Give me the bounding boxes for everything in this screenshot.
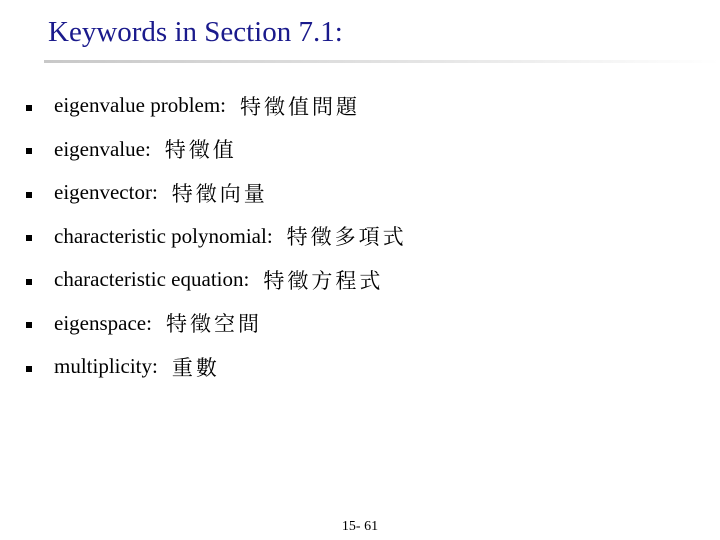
keyword-term: multiplicity: xyxy=(54,354,158,379)
keyword-translation: 特徵方程式 xyxy=(263,268,384,293)
keyword-term: eigenvector: xyxy=(54,180,158,205)
keyword-item xyxy=(26,345,706,389)
keyword-list xyxy=(26,84,706,389)
keyword-translation: 特徵空間 xyxy=(165,312,262,337)
page-number: 15- 61 xyxy=(341,519,379,534)
title-underline xyxy=(44,60,720,63)
square-bullet-icon xyxy=(26,235,32,241)
square-bullet-icon xyxy=(26,148,32,154)
keyword-term: characteristic polynomial: xyxy=(54,223,273,248)
keyword-item xyxy=(26,128,706,172)
keyword-translation: 特徵值問題 xyxy=(240,94,361,119)
keyword-term: characteristic equation: xyxy=(54,267,250,292)
square-bullet-icon xyxy=(26,105,32,111)
square-bullet-icon xyxy=(26,192,32,198)
slide-title: Keywords in Section 7.1: xyxy=(48,16,343,48)
keyword-term: eigenvalue problem: xyxy=(54,93,227,118)
keyword-translation: 特徵向量 xyxy=(171,181,268,206)
keyword-item xyxy=(26,171,706,215)
keyword-term: eigenvalue: xyxy=(54,136,151,161)
square-bullet-icon xyxy=(26,279,32,285)
keyword-translation: 重數 xyxy=(171,355,220,380)
square-bullet-icon xyxy=(26,366,32,372)
keyword-term: eigenspace: xyxy=(54,310,152,335)
keyword-item xyxy=(26,258,706,302)
square-bullet-icon xyxy=(26,322,32,328)
keyword-item xyxy=(26,215,706,259)
keyword-translation: 特徵多項式 xyxy=(286,225,407,250)
keyword-translation: 特徵值 xyxy=(164,138,237,163)
keyword-item xyxy=(26,84,706,128)
keyword-item xyxy=(26,302,706,346)
